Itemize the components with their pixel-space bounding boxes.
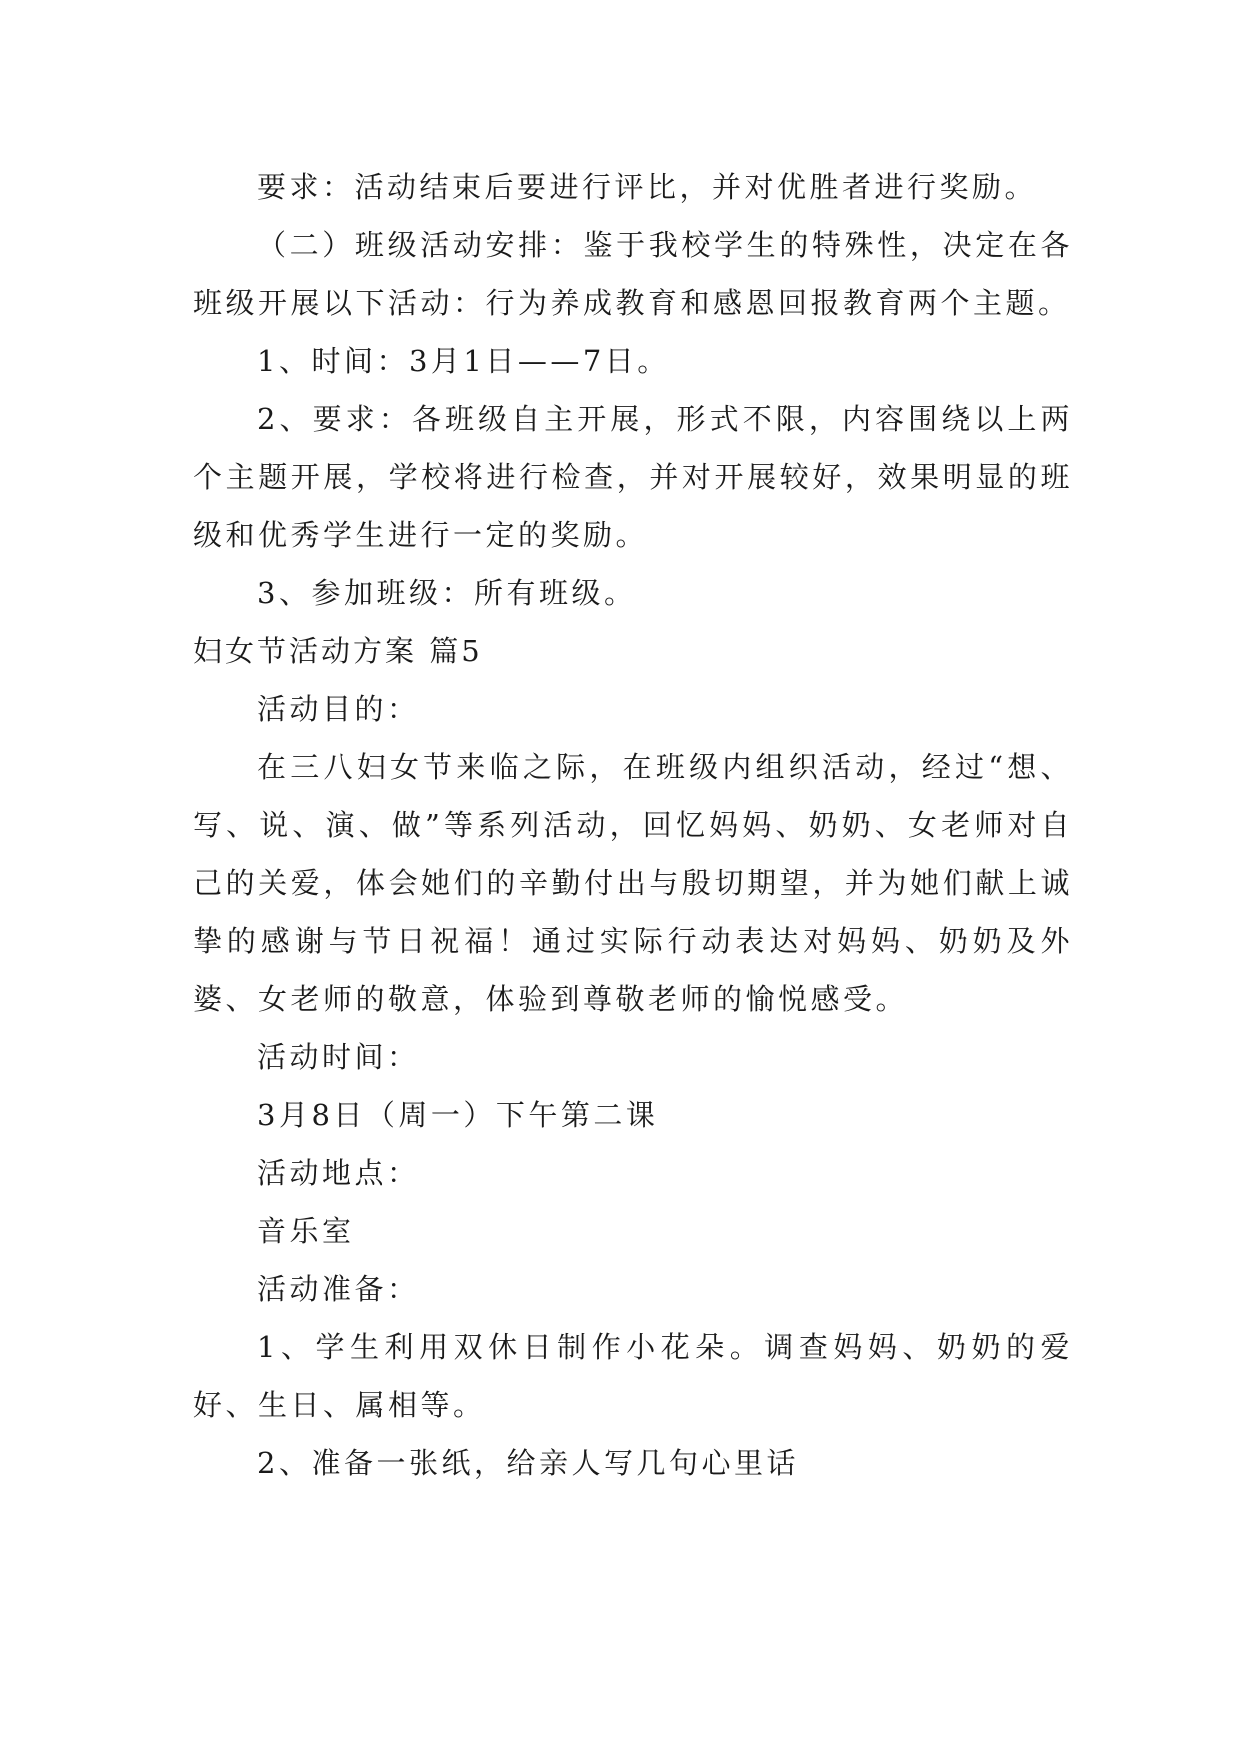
section-heading: 妇女节活动方案 篇5 [193,634,483,668]
paragraph-preparation-1: 1、学生利用双休日制作小花朵。调查妈妈、奶奶的爱好、生日、属相等。 [193,1330,1073,1422]
paragraph-requirements-detail: 2、要求：各班级自主开展，形式不限，内容围绕以上两个主题开展，学校将进行检查，并对开展较好，效果明显的班级和优秀学生进行一定的奖励。 [193,402,1073,552]
paragraph-location-value: 音乐室 [257,1214,355,1248]
paragraph-location-label: 活动地点： [257,1156,420,1190]
paragraph-purpose-label: 活动目的： [257,692,420,726]
paragraph-time-value: 3月8日（周一）下午第二课 [257,1098,659,1132]
paragraph-purpose: 在三八妇女节来临之际，在班级内组织活动，经过“想、写、说、演、做”等系列活动，回忆妈妈、奶奶、女老师对自己的关爱，体会她们的辛勤付出与殷切期望，并为她们献上诚挚的感谢与节日祝福！通过实际行动表达对妈妈、奶奶及外婆、女老师的敬意，体验到尊敬老师的愉悦感受。 [193,750,1073,1016]
paragraph-participants: 3、参加班级：所有班级。 [257,576,637,610]
paragraph-class-activity: （二）班级活动安排：鉴于我校学生的特殊性，决定在各班级开展以下活动：行为养成教育和感恩回报教育两个主题。 [193,228,1073,320]
paragraph-time: 1、时间：3月1日——7日。 [257,344,670,378]
paragraph-preparation-2: 2、准备一张纸，给亲人写几句心里话 [257,1446,799,1480]
paragraph-requirement: 要求：活动结束后要进行评比，并对优胜者进行奖励。 [257,170,1038,204]
paragraph-preparation-label: 活动准备： [257,1272,420,1306]
document-body [193,158,1073,1492]
paragraph-time-label: 活动时间： [257,1040,420,1074]
